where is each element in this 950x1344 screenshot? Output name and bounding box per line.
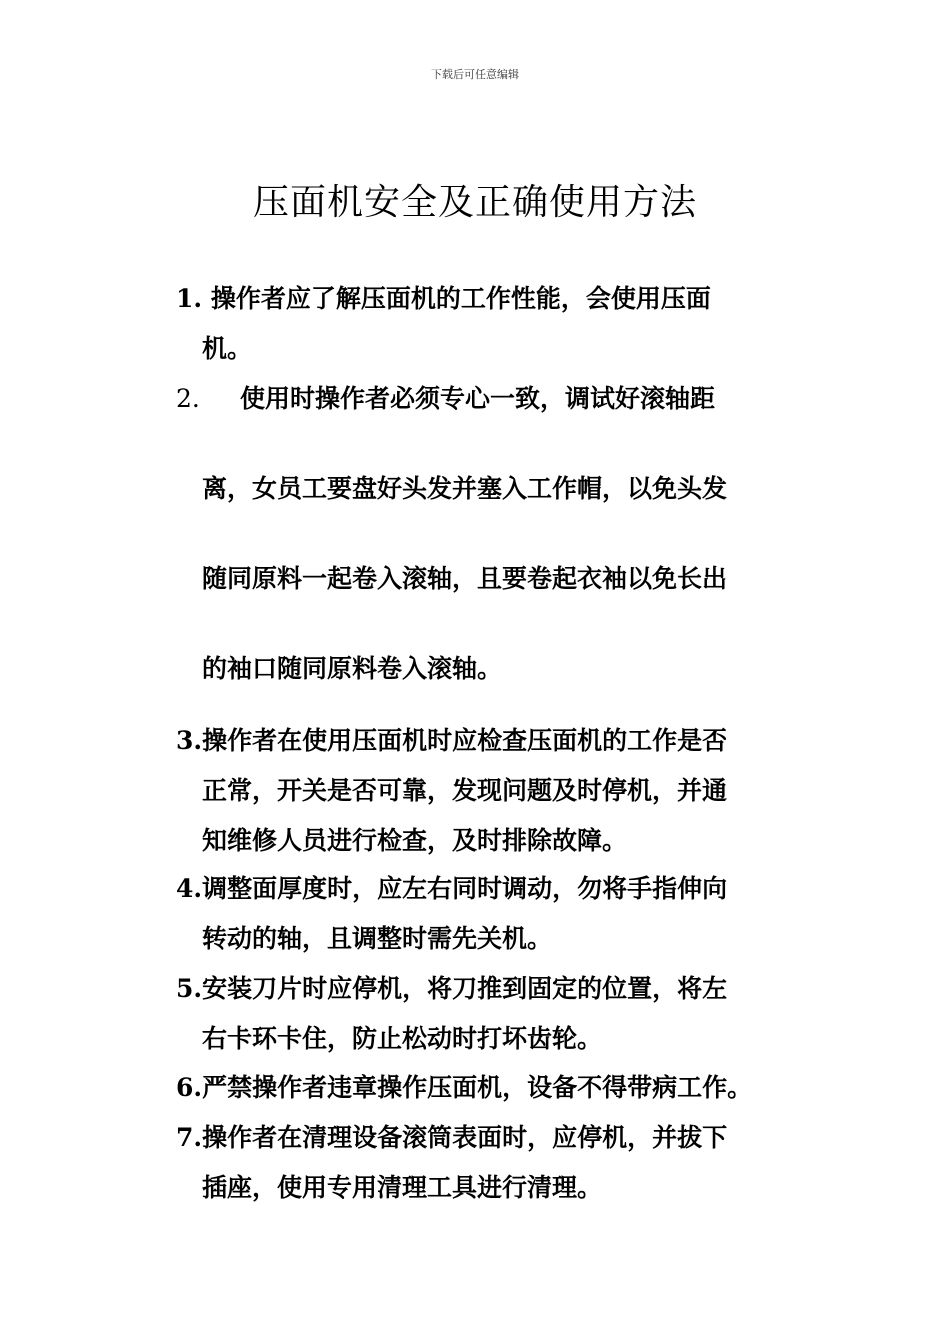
item-text: 调整面厚度时，应左右同时调动，勿将手指伸向: [202, 874, 728, 903]
list-item-5: [176, 964, 826, 1064]
list-item-2: [176, 374, 826, 694]
list-item-line: [176, 1113, 826, 1163]
list-item-1: [176, 274, 826, 374]
item-number: 6.: [176, 1073, 203, 1102]
list-item-line: [176, 864, 826, 914]
list-item-line: 正常，开关是否可靠，发现问题及时停机，并通: [202, 776, 728, 805]
list-item-line: 知维修人员进行检查，及时排除故障。: [202, 826, 628, 855]
list-item-line: [176, 1063, 826, 1113]
list-item-line: 的袖口随同原料卷入滚轴。: [202, 654, 503, 683]
list-item-line: 离，女员工要盘好头发并塞入工作帽，以免头发: [202, 474, 728, 503]
item-number: 3.: [176, 726, 203, 755]
item-text: 严禁操作者违章操作压面机，设备不得带病工作。: [202, 1073, 753, 1102]
list-item-line: [176, 274, 826, 324]
item-text: 安装刀片时应停机，将刀推到固定的位置，将左: [202, 974, 728, 1003]
item-number: 1.: [176, 284, 203, 313]
list-item-line: 插座，使用专用清理工具进行清理。: [202, 1173, 603, 1202]
list-item-line: 转动的轴，且调整时需先关机。: [202, 924, 553, 953]
list-item-line: [176, 964, 826, 1014]
list-item-7: [176, 1113, 826, 1213]
list-item-3: [176, 716, 826, 866]
item-text: 使用时操作者必须专心一致，调试好滚轴距: [240, 384, 716, 413]
list-item-line: 机。: [202, 334, 253, 363]
list-item-line: [176, 716, 826, 766]
list-item-line: 右卡环卡住，防止松动时打坏齿轮。: [202, 1024, 603, 1053]
document-title: 压面机安全及正确使用方法: [252, 182, 697, 223]
item-number: 7.: [176, 1123, 203, 1152]
header-note: 下载后可任意编辑: [431, 68, 519, 81]
list-item-6: [176, 1063, 826, 1113]
item-number: 2.: [176, 384, 200, 413]
list-item-4: [176, 864, 826, 964]
item-number: 5.: [176, 974, 203, 1003]
item-text: 操作者应了解压面机的工作性能，会使用压面: [202, 284, 711, 313]
item-number: 4.: [176, 874, 203, 903]
item-text: 操作者在使用压面机时应检查压面机的工作是否: [202, 726, 728, 755]
item-text: 操作者在清理设备滚筒表面时，应停机，并拔下: [202, 1123, 728, 1152]
list-item-line: [176, 374, 826, 464]
list-item-line: 随同原料一起卷入滚轴，且要卷起衣袖以免长出: [202, 564, 728, 593]
